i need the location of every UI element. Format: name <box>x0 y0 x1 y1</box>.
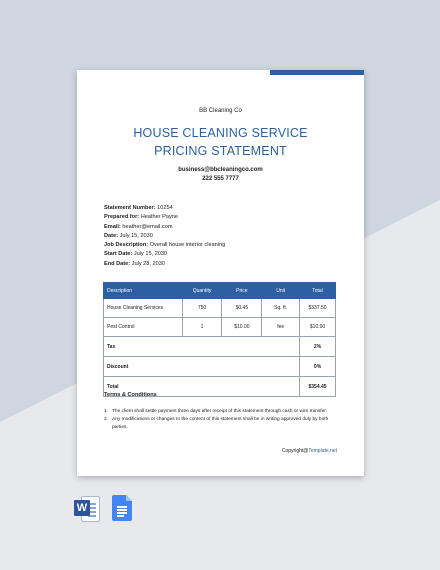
table-row: House Cleaning Services 750 $0.45 Sq. ft. $337.50 <box>104 299 336 318</box>
template-link[interactable]: Template.net <box>308 448 337 454</box>
statement-info <box>104 204 225 269</box>
terms-heading: Terms & Conditions <box>104 392 157 398</box>
terms-list <box>104 408 334 432</box>
word-icon[interactable] <box>74 495 100 521</box>
total-row: Total $354.45 <box>104 377 336 397</box>
info-end-date: End Date: July 28, 2030 <box>104 260 165 267</box>
google-docs-icon[interactable] <box>112 495 132 521</box>
discount-row: Discount 0% <box>104 357 336 377</box>
col-total: Total <box>300 283 336 299</box>
info-email: Email: heather@email.com <box>104 223 173 230</box>
table-row: Pest Control 1 $10.00 fee $10.00 <box>104 318 336 337</box>
info-start-date: Start Date: July 15, 2030 <box>104 251 168 258</box>
title-line-2: PRICING STATEMENT <box>154 144 287 158</box>
info-statement-number: Statement Number: 10254 <box>104 205 173 211</box>
info-date: Date: July 15, 2030 <box>104 232 153 239</box>
copyright: Copyright@Template.net <box>281 448 337 454</box>
col-price: Price <box>222 283 262 299</box>
company-name: BB Cleaning Co <box>199 108 242 114</box>
company-email: business@bbcleaningco.com <box>178 167 263 173</box>
title-line-1: HOUSE CLEANING SERVICE <box>133 126 308 140</box>
info-prepared-for: Prepared for: Heather Payne <box>104 214 179 221</box>
app-icons <box>74 495 132 521</box>
document-title <box>77 124 364 160</box>
col-quantity: Quantity <box>182 283 222 299</box>
tax-row: Tax 2% <box>104 337 336 357</box>
word-badge: W <box>74 500 90 516</box>
col-unit: Unit <box>262 283 300 299</box>
col-description: Description <box>104 283 183 299</box>
company-phone: 222 555 7777 <box>202 176 239 182</box>
table-header-row <box>104 283 336 299</box>
accent-bar <box>270 70 364 75</box>
list-item: 2. Any modifications or changes to the content of this statement shall be in writing approved duly by both parties. <box>104 417 329 430</box>
info-job-description: Job Description: Overall house interior cleaning <box>104 242 226 249</box>
list-item: 1. The client shall settle payment three days after receipt of this statement through cash or wire transfer. <box>104 409 327 414</box>
document-preview[interactable] <box>77 70 364 476</box>
contact-block <box>77 166 364 184</box>
pricing-table <box>103 282 336 397</box>
